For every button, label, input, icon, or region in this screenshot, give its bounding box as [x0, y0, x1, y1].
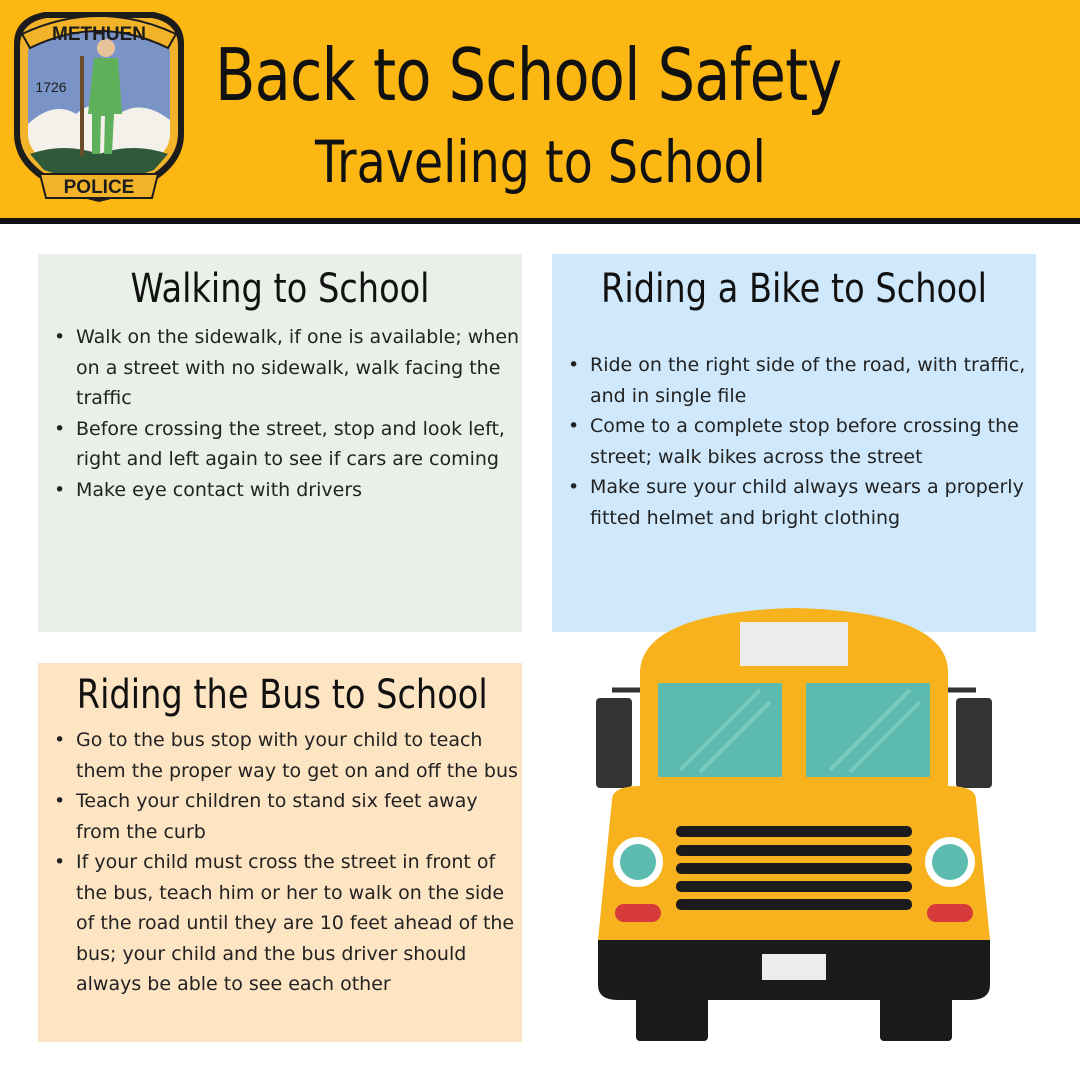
walking-list	[38, 322, 522, 505]
walking-section	[38, 254, 522, 632]
list-item: • Ride on the right side of the road, with traffic, and in single file	[590, 350, 1036, 411]
bike-section	[552, 254, 1036, 632]
header-banner	[0, 0, 1080, 218]
list-item: • Come to a complete stop before crossing the street; walk bikes across the street	[590, 411, 1036, 472]
bus-heading: Riding the Bus to School	[76, 672, 488, 718]
bus-section	[38, 663, 522, 1042]
bike-list	[552, 350, 1036, 533]
page-title: Back to School Safety	[215, 33, 842, 117]
methuen-police-badge	[4, 4, 194, 206]
school-bus-icon	[590, 600, 1000, 1050]
list-item: • Make sure your child always wears a properly fitted helmet and bright clothing	[590, 472, 1036, 533]
bike-heading: Riding a Bike to School	[601, 266, 987, 312]
list-item: • Walk on the sidewalk, if one is available; when on a street with no sidewalk, walk facing the traffic	[76, 322, 522, 414]
list-item: • If your child must cross the street in front of the bus, teach him or her to walk on the side of the road until they are 10 feet ahead of the bus; your child and the bus driver should always be able to see each other	[76, 847, 522, 1000]
header-divider	[0, 218, 1080, 224]
list-item: • Go to the bus stop with your child to teach them the proper way to get on and off the bus	[76, 725, 522, 786]
walking-heading: Walking to School	[130, 266, 430, 312]
badge-bottom-text: POLICE	[63, 177, 135, 198]
badge-year: 1726	[35, 79, 67, 95]
list-item: • Make eye contact with drivers	[76, 475, 522, 506]
badge-top-text: METHUEN	[52, 24, 146, 45]
page-subtitle: Traveling to School	[315, 128, 766, 196]
bus-list	[38, 725, 522, 1000]
list-item: • Before crossing the street, stop and look left, right and left again to see if cars are coming	[76, 414, 522, 475]
list-item: • Teach your children to stand six feet away from the curb	[76, 786, 522, 847]
